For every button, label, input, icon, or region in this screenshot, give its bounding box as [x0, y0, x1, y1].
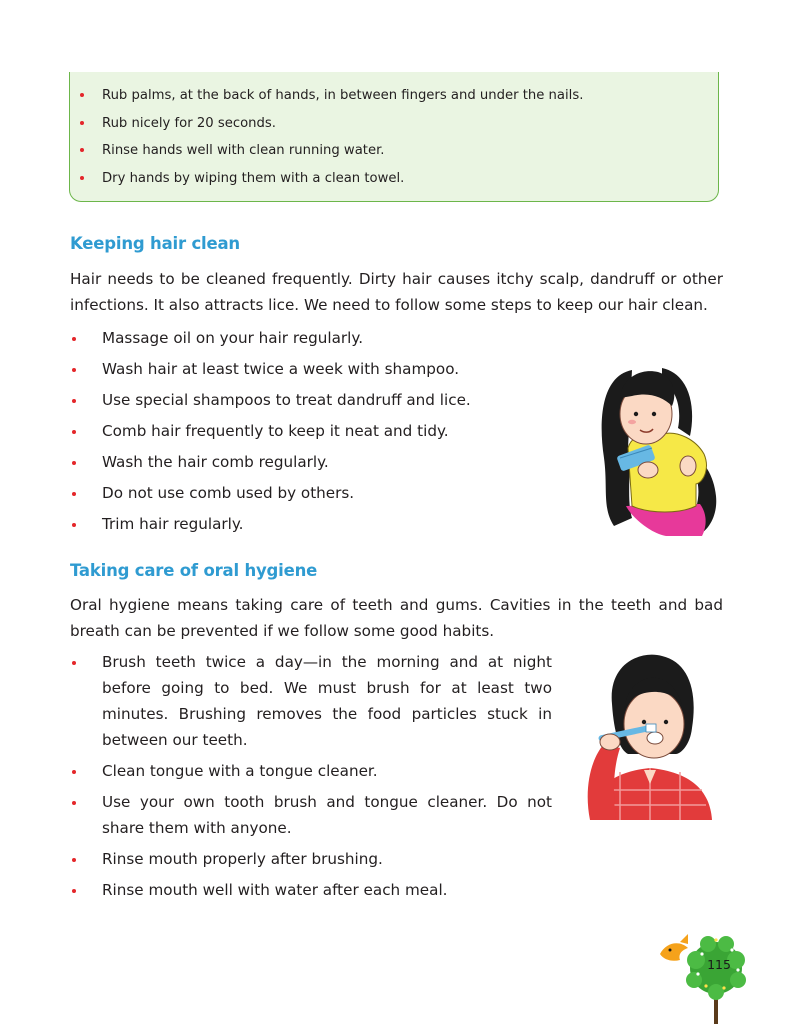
list-item: Rinse hands well with clean running water.	[70, 141, 583, 169]
handwashing-steps-box	[69, 72, 719, 202]
list-item: Massage oil on your hair regularly.	[70, 325, 471, 356]
oral-section-heading: Taking care of oral hygiene	[70, 561, 318, 580]
bullet-icon	[72, 523, 76, 527]
list-item: Comb hair frequently to keep it neat and tidy.	[70, 418, 471, 449]
bullet-icon	[72, 770, 76, 774]
bullet-icon	[72, 399, 76, 403]
bullet-icon	[72, 492, 76, 496]
list-item: Rinse mouth properly after brushing.	[70, 846, 552, 872]
list-item: Brush teeth twice a day—in the morning and at night before going to bed. We must brush for at least two minutes. Brushing removes the food particles stuck in between our teeth.	[70, 649, 552, 753]
bullet-icon	[72, 461, 76, 465]
oral-care-list	[70, 649, 552, 908]
list-item: Rub palms, at the back of hands, in between fingers and under the nails.	[70, 86, 583, 114]
hair-care-list	[70, 325, 471, 542]
bullet-icon	[80, 176, 84, 180]
bullet-icon	[72, 889, 76, 893]
list-item: Do not use comb used by others.	[70, 480, 471, 511]
girl-brushing-teeth-illustration	[580, 650, 722, 820]
list-item: Trim hair regularly.	[70, 511, 471, 542]
girl-combing-hair-illustration	[592, 358, 724, 538]
hair-section-heading: Keeping hair clean	[70, 234, 240, 253]
oral-section-intro: Oral hygiene means taking care of teeth and gums. Cavities in the teeth and bad breath can be prevented if we follow some good habits.	[70, 596, 723, 640]
list-item: Wash hair at least twice a week with shampoo.	[70, 356, 471, 387]
list-item: Rub nicely for 20 seconds.	[70, 114, 583, 142]
bullet-icon	[72, 430, 76, 434]
page-number: 115	[707, 957, 731, 972]
bullet-icon	[72, 337, 76, 341]
bullet-icon	[80, 121, 84, 125]
bullet-icon	[80, 93, 84, 97]
bullet-icon	[72, 801, 76, 805]
handwashing-steps-list	[70, 86, 583, 196]
list-item: Use special shampoos to treat dandruff and lice.	[70, 387, 471, 418]
list-item: Clean tongue with a tongue cleaner.	[70, 758, 552, 784]
bullet-icon	[80, 148, 84, 152]
list-item: Wash the hair comb regularly.	[70, 449, 471, 480]
list-item: Rinse mouth well with water after each meal.	[70, 877, 552, 903]
hair-section-intro: Hair needs to be cleaned frequently. Dirty hair causes itchy scalp, dandruff or other infections. It also attracts lice. We need to follow some steps to keep our hair clean.	[70, 270, 723, 314]
page-tree-decoration	[658, 930, 750, 1024]
bullet-icon	[72, 858, 76, 862]
list-item: Use your own tooth brush and tongue cleaner. Do not share them with anyone.	[70, 789, 552, 841]
bullet-icon	[72, 368, 76, 372]
list-item: Dry hands by wiping them with a clean towel.	[70, 169, 583, 197]
bullet-icon	[72, 661, 76, 665]
